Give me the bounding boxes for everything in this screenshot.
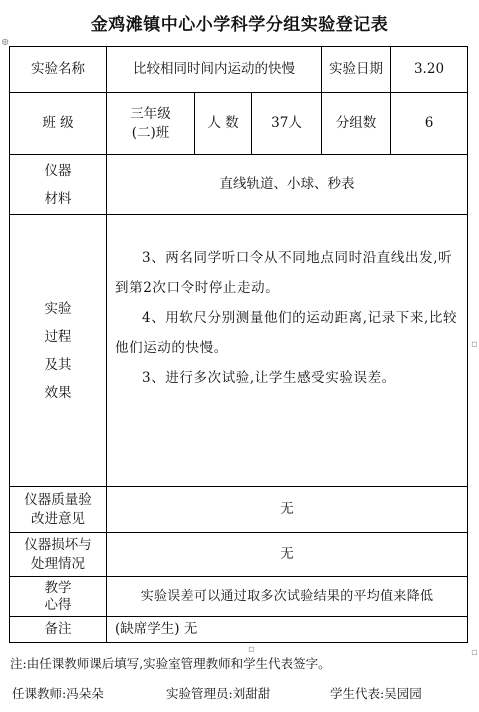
manager-signature: 实验管理员:刘甜甜 bbox=[166, 686, 271, 701]
table-row bbox=[10, 93, 468, 155]
class-value-line2: (二)班 bbox=[131, 124, 170, 141]
table-row bbox=[10, 155, 468, 215]
quality-feedback-label bbox=[10, 487, 107, 533]
resize-handle-icon: ▫ bbox=[248, 644, 255, 655]
teaching-reflection-value: 实验误差可以通过取多次试验结果的平均值来降低 bbox=[107, 577, 468, 617]
teaching-reflection-label-line1: 教学 bbox=[44, 579, 72, 596]
materials-label-line2: 材料 bbox=[44, 190, 72, 207]
table-row bbox=[10, 215, 468, 487]
process-label-line: 效果 bbox=[44, 384, 72, 401]
student-count-value: 37人 bbox=[252, 93, 322, 155]
class-value bbox=[107, 93, 195, 155]
class-label: 班 级 bbox=[10, 93, 107, 155]
materials-label-line1: 仪器 bbox=[44, 162, 72, 179]
experiment-date-value: 3.20 bbox=[391, 47, 468, 93]
table-anchor-icon: ⊕ bbox=[1, 37, 10, 48]
process-label-line: 实验 bbox=[44, 300, 72, 317]
experiment-name-label: 实验名称 bbox=[10, 47, 107, 93]
table-row bbox=[10, 533, 468, 577]
quality-feedback-value: 无 bbox=[107, 487, 468, 533]
group-count-value: 6 bbox=[391, 93, 468, 155]
registration-table bbox=[9, 46, 468, 643]
remarks-value: (缺席学生) 无 bbox=[107, 617, 468, 643]
student-signature: 学生代表:吴园园 bbox=[330, 686, 422, 701]
process-label-line: 过程 bbox=[44, 328, 72, 345]
teacher-signature: 任课教师:冯朵朵 bbox=[12, 686, 104, 701]
table-row bbox=[10, 47, 468, 93]
group-count-label: 分组数 bbox=[322, 93, 391, 155]
teaching-reflection-label bbox=[10, 577, 107, 617]
quality-feedback-label-line1: 仪器质量验 bbox=[24, 492, 92, 509]
class-value-line1: 三年级 bbox=[130, 106, 171, 123]
process-step: 3、两名同学听口令从不同地点同时沿直线出发,听到第2次口令时停止走动。 bbox=[115, 250, 453, 296]
damage-handling-label-line1: 仪器损坏与 bbox=[24, 537, 92, 554]
process-label bbox=[10, 215, 107, 487]
damage-handling-label-line2: 处理情况 bbox=[31, 555, 85, 572]
damage-handling-label bbox=[10, 533, 107, 577]
table-row bbox=[10, 577, 468, 617]
remarks-label: 备注 bbox=[10, 617, 107, 643]
resize-handle-icon: ▫ bbox=[471, 647, 478, 658]
quality-feedback-label-line2: 改进意见 bbox=[31, 510, 85, 527]
process-step: 3、进行多次试验,让学生感受实验误差。 bbox=[142, 370, 396, 386]
table-row bbox=[10, 487, 468, 533]
experiment-date-label: 实验日期 bbox=[322, 47, 391, 93]
materials-label bbox=[10, 155, 107, 215]
process-step: 4、用软尺分别测量他们的运动距离,记录下来,比较他们运动的快慢。 bbox=[115, 310, 458, 356]
footer-note: 注:由任课教师课后填写,实验室管理教师和学生代表签字。 bbox=[10, 656, 331, 671]
process-label-line: 及其 bbox=[44, 356, 72, 373]
teaching-reflection-label-line2: 心得 bbox=[44, 596, 72, 613]
process-content bbox=[107, 215, 468, 487]
damage-handling-value: 无 bbox=[107, 533, 468, 577]
experiment-name-value: 比较相同时间内运动的快慢 bbox=[107, 47, 322, 93]
page-title: 金鸡滩镇中心小学科学分组实验登记表 bbox=[90, 15, 389, 35]
table-row bbox=[10, 617, 468, 643]
student-count-label: 人 数 bbox=[195, 93, 252, 155]
resize-handle-icon: ▫ bbox=[471, 339, 478, 350]
materials-value: 直线轨道、小球、秒表 bbox=[107, 155, 468, 215]
